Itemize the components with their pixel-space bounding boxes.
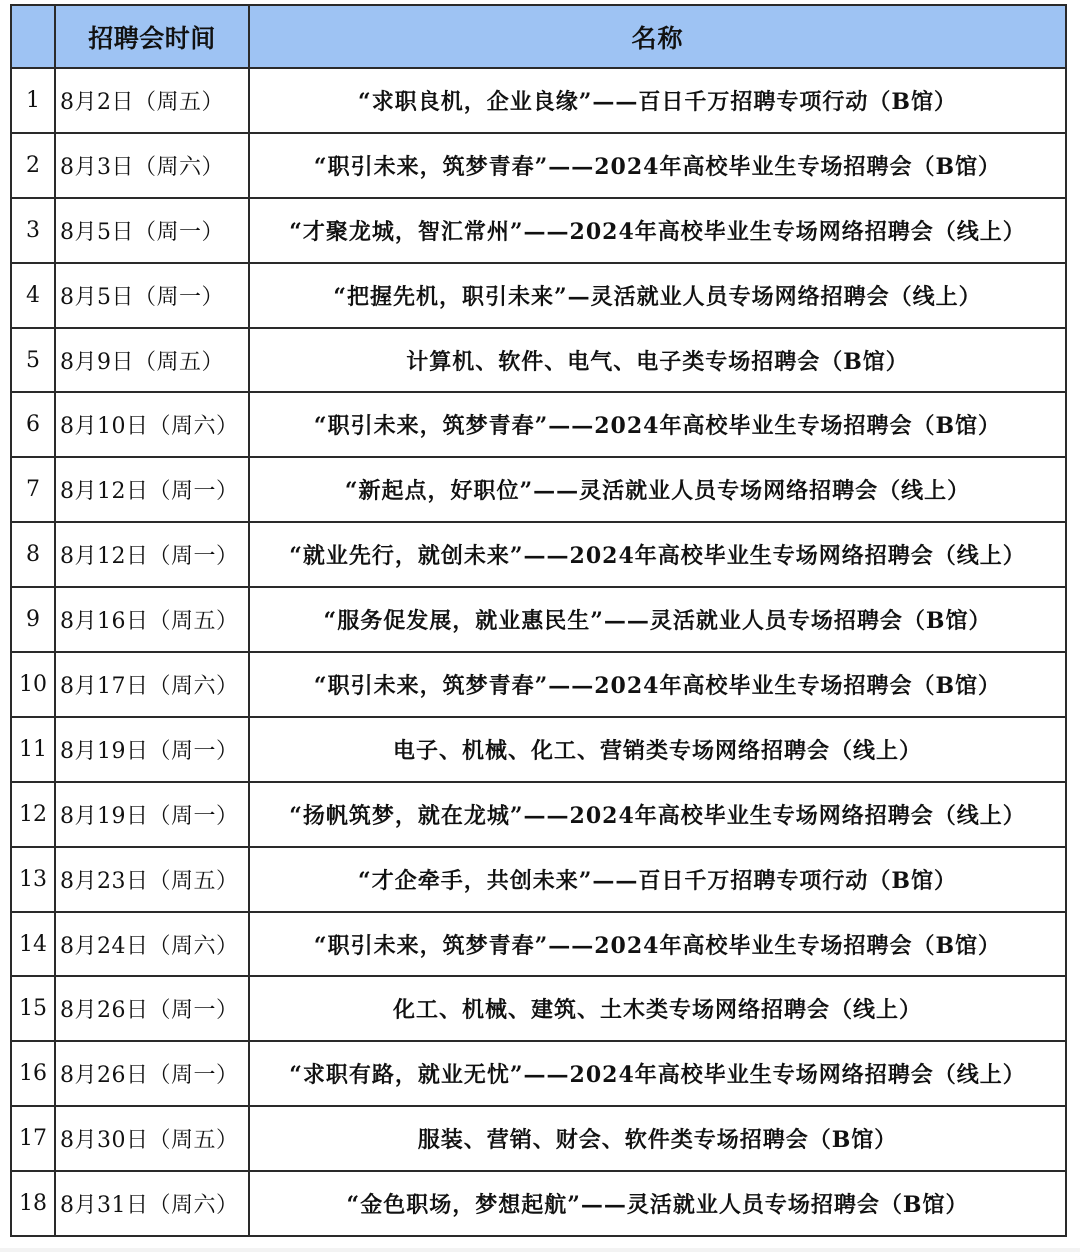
row-date: 8月2日（周五）	[55, 68, 249, 133]
row-date: 8月26日（周一）	[55, 1041, 249, 1106]
table-row	[11, 522, 1066, 587]
row-date: 8月3日（周六）	[55, 133, 249, 198]
row-event-name: “求职良机，企业良缘”——百日千万招聘专项行动（B馆）	[249, 68, 1066, 133]
row-date: 8月26日（周一）	[55, 976, 249, 1041]
table-row	[11, 1106, 1066, 1171]
row-event-name: “把握先机，职引未来”—灵活就业人员专场网络招聘会（线上）	[249, 263, 1066, 328]
row-date: 8月5日（周一）	[55, 198, 249, 263]
table-row	[11, 263, 1066, 328]
row-index: 9	[11, 587, 55, 652]
row-event-name: “才聚龙城，智汇常州”——2024年高校毕业生专场网络招聘会（线上）	[249, 198, 1066, 263]
row-index: 17	[11, 1106, 55, 1171]
table-row	[11, 328, 1066, 393]
row-event-name: “扬帆筑梦，就在龙城”——2024年高校毕业生专场网络招聘会（线上）	[249, 782, 1066, 847]
header-date: 招聘会时间	[55, 5, 249, 68]
row-date: 8月30日（周五）	[55, 1106, 249, 1171]
table-row	[11, 392, 1066, 457]
row-event-name: “职引未来，筑梦青春”——2024年高校毕业生专场招聘会（B馆）	[249, 133, 1066, 198]
row-event-name: 电子、机械、化工、营销类专场网络招聘会（线上）	[249, 717, 1066, 782]
row-index: 5	[11, 328, 55, 393]
row-date: 8月31日（周六）	[55, 1171, 249, 1236]
table-header	[11, 5, 1066, 68]
row-index: 14	[11, 912, 55, 977]
table-row	[11, 717, 1066, 782]
row-index: 18	[11, 1171, 55, 1236]
row-event-name: “求职有路，就业无忧”——2024年高校毕业生专场网络招聘会（线上）	[249, 1041, 1066, 1106]
row-event-name: “就业先行，就创未来”——2024年高校毕业生专场网络招聘会（线上）	[249, 522, 1066, 587]
row-date: 8月5日（周一）	[55, 263, 249, 328]
row-index: 1	[11, 68, 55, 133]
row-date: 8月16日（周五）	[55, 587, 249, 652]
table-row	[11, 847, 1066, 912]
row-event-name: “服务促发展，就业惠民生”——灵活就业人员专场招聘会（B馆）	[249, 587, 1066, 652]
row-index: 12	[11, 782, 55, 847]
row-index: 11	[11, 717, 55, 782]
row-event-name: 计算机、软件、电气、电子类专场招聘会（B馆）	[249, 328, 1066, 393]
row-date: 8月17日（周六）	[55, 652, 249, 717]
bottom-divider	[0, 1248, 1080, 1252]
row-index: 13	[11, 847, 55, 912]
row-date: 8月23日（周五）	[55, 847, 249, 912]
header-row	[11, 5, 1066, 68]
row-date: 8月12日（周一）	[55, 522, 249, 587]
row-index: 10	[11, 652, 55, 717]
row-event-name: “才企牵手，共创未来”——百日千万招聘专项行动（B馆）	[249, 847, 1066, 912]
job-fair-schedule-table	[10, 4, 1067, 1237]
table-body	[11, 68, 1066, 1236]
row-date: 8月19日（周一）	[55, 717, 249, 782]
row-date: 8月10日（周六）	[55, 392, 249, 457]
table-row	[11, 912, 1066, 977]
table-row	[11, 1041, 1066, 1106]
row-date: 8月19日（周一）	[55, 782, 249, 847]
row-index: 7	[11, 457, 55, 522]
row-event-name: “金色职场，梦想起航”——灵活就业人员专场招聘会（B馆）	[249, 1171, 1066, 1236]
row-date: 8月12日（周一）	[55, 457, 249, 522]
row-index: 8	[11, 522, 55, 587]
row-event-name: 化工、机械、建筑、土木类专场网络招聘会（线上）	[249, 976, 1066, 1041]
row-event-name: “职引未来，筑梦青春”——2024年高校毕业生专场招聘会（B馆）	[249, 392, 1066, 457]
row-event-name: “职引未来，筑梦青春”——2024年高校毕业生专场招聘会（B馆）	[249, 652, 1066, 717]
table-row	[11, 1171, 1066, 1236]
row-index: 4	[11, 263, 55, 328]
row-event-name: 服装、营销、财会、软件类专场招聘会（B馆）	[249, 1106, 1066, 1171]
row-event-name: “新起点，好职位”——灵活就业人员专场网络招聘会（线上）	[249, 457, 1066, 522]
header-name: 名称	[249, 5, 1066, 68]
header-index	[11, 5, 55, 68]
row-date: 8月24日（周六）	[55, 912, 249, 977]
table-row	[11, 133, 1066, 198]
row-index: 15	[11, 976, 55, 1041]
table-row	[11, 68, 1066, 133]
row-event-name: “职引未来，筑梦青春”——2024年高校毕业生专场招聘会（B馆）	[249, 912, 1066, 977]
table-row	[11, 652, 1066, 717]
row-date: 8月9日（周五）	[55, 328, 249, 393]
row-index: 16	[11, 1041, 55, 1106]
table-row	[11, 457, 1066, 522]
table-row	[11, 198, 1066, 263]
table-row	[11, 976, 1066, 1041]
row-index: 2	[11, 133, 55, 198]
row-index: 3	[11, 198, 55, 263]
row-index: 6	[11, 392, 55, 457]
table-row	[11, 587, 1066, 652]
table-row	[11, 782, 1066, 847]
